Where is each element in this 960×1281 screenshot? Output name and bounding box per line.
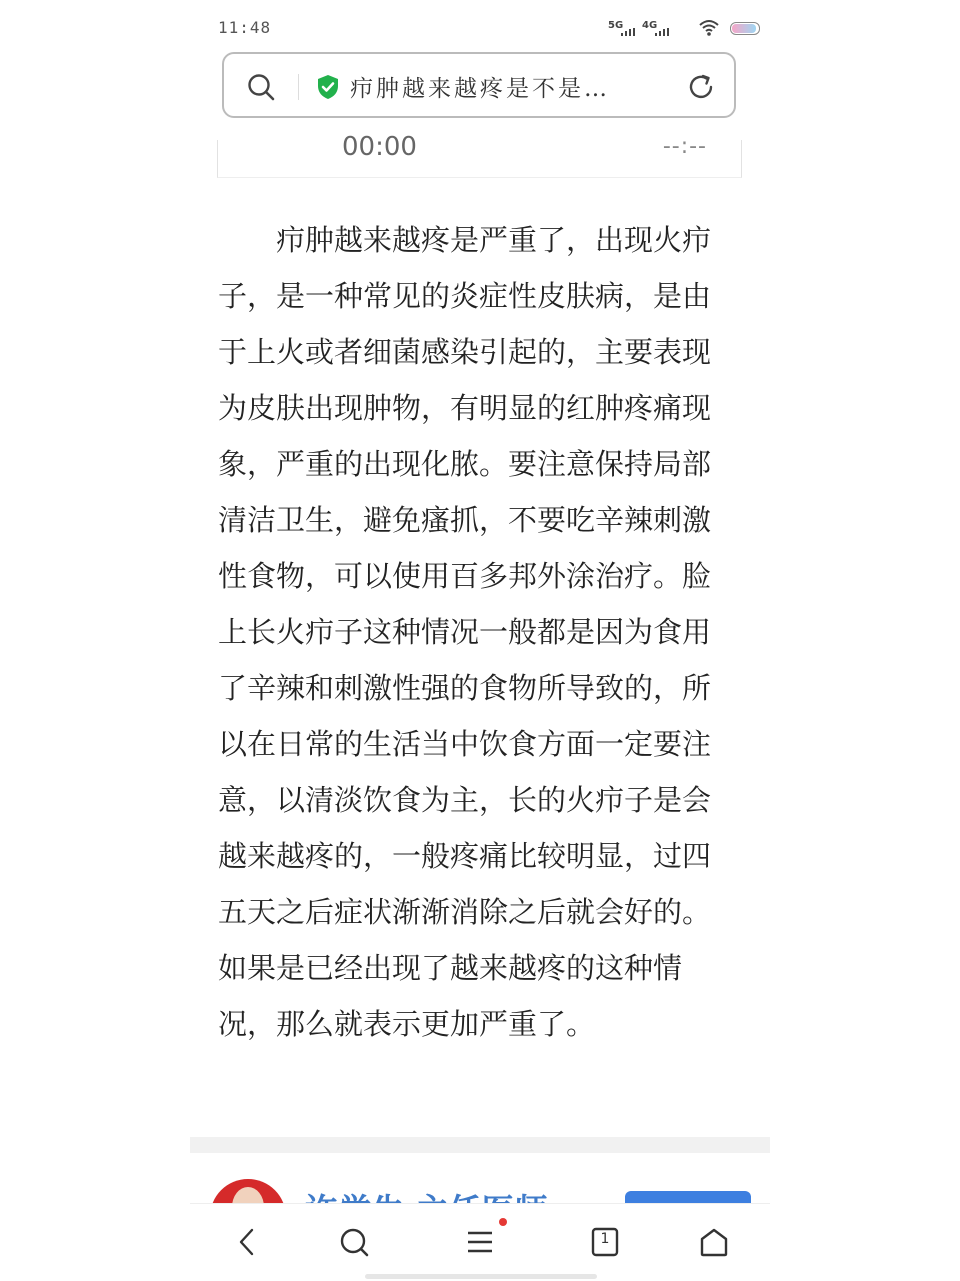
shield-check-icon [316,74,340,100]
menu-notification-badge [499,1218,507,1226]
page-title-url[interactable]: 疖肿越来越疼是不是… [350,76,610,102]
battery-icon [730,22,760,35]
signal-bars-icon [655,28,669,36]
tabs-count: 1 [600,1231,610,1247]
back-icon[interactable] [228,1222,268,1262]
reload-icon[interactable] [686,72,716,102]
phone-screen [190,0,770,1280]
address-divider [298,74,299,100]
audio-player[interactable] [217,132,742,178]
home-icon[interactable] [694,1222,734,1262]
audio-duration: --:-- [662,134,707,159]
home-indicator[interactable] [365,1274,597,1279]
search-icon[interactable] [334,1222,374,1262]
author-card[interactable] [190,1153,770,1203]
address-bar[interactable] [222,52,736,118]
signal-bars-icon [621,28,635,36]
wifi-icon [698,18,720,38]
menu-icon[interactable] [460,1222,500,1262]
search-icon[interactable] [246,72,276,102]
signal-4g-label: 4G [642,20,658,31]
audio-current-time: 00:00 [342,132,417,162]
status-bar [218,18,748,40]
signal-5g-label: 5G [608,20,624,31]
status-time: 11:48 [218,18,272,37]
article-body: 疖肿越来越疼是严重了，出现火疖子，是一种常见的炎症性皮肤病，是由于上火或者细菌感染引起的，主要表现为皮肤出现肿物，有明显的红肿疼痛现象，严重的出现化脓。要注意保持局部清洁卫生，避免瘙抓，不要吃辛辣刺激性食物，可以使用百多邦外涂治疗。脸上长火疖子这种情况一般都是因为食用了辛辣和刺激性强的食物所导致的，所以在日常的生活当中饮食方面一定要注意，以清淡饮食为主，长的火疖子是会越来越疼的，一般疼痛比较明显，过四五天之后症状渐渐消除之后就会好的。如果是已经出现了越来越疼的这种情况，那么就表示更加严重了。 [218,223,712,1041]
section-divider [190,1137,770,1153]
bottom-navigation [190,1203,770,1281]
tabs-button[interactable] [585,1222,625,1262]
